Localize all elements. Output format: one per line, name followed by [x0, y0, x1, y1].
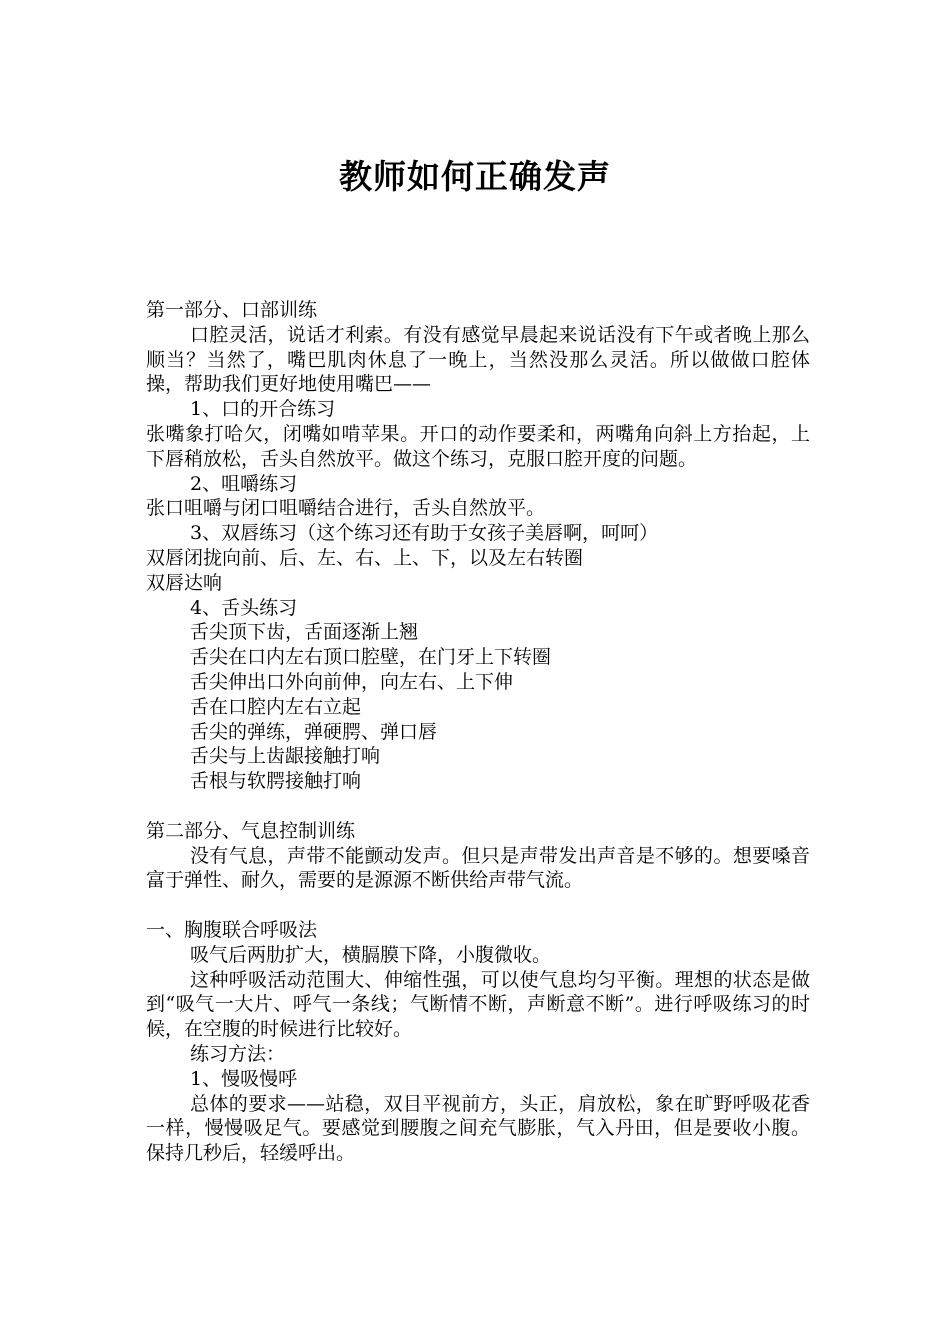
subheading-tongue: 4、舌头练习 — [190, 596, 298, 619]
section-heading-mouth-training: 第一部分、口部训练 — [146, 299, 318, 321]
paragraph-breathing-1: 吸气后两肋扩大，横膈膜下降，小腹微收。 — [190, 943, 552, 966]
tongue-exercise-item: 舌尖与上齿龈接触打响 — [190, 745, 381, 768]
paragraph-breath-intro: 没有气息，声带不能颤动发声。但只是声带发出声音是不够的。想要嗓音富于弹性、耐久，需要的是源源不断供给声带气流。 — [146, 844, 810, 892]
tongue-exercise-item: 舌尖伸出口外向前伸，向左右、上下伸 — [190, 670, 514, 693]
document-body — [146, 298, 810, 1166]
tongue-exercise-item: 舌在口腔内左右立起 — [190, 695, 362, 718]
tongue-exercise-item: 舌尖在口内左右顶口腔壁，在门牙上下转圈 — [190, 646, 552, 669]
blank-line — [146, 893, 810, 918]
tongue-exercise-item: 舌尖的弹练，弹硬腭、弹口唇 — [190, 720, 438, 743]
paragraph-slow-breathing: 总体的要求——站稳，双目平视前方，头正，肩放松，象在旷野呼吸花香一样，慢慢吸足气。要感觉到腰腹之间充气膨胀，气入丹田，但是要收小腹。保持几秒后，轻缓呼出。 — [146, 1092, 810, 1165]
subheading-slow-breathing: 1、慢吸慢呼 — [190, 1067, 298, 1090]
tongue-exercise-item: 舌尖顶下齿，舌面逐渐上翘 — [190, 621, 419, 644]
blank-line — [146, 794, 810, 819]
subheading-practice-method: 练习方法： — [190, 1042, 286, 1065]
paragraph-breathing-2: 这种呼吸活动范围大、伸缩性强，可以使气息均匀平衡。理想的状态是做到“吸气一大片、呼气一条线；气断情不断，声断意不断”。进行呼吸练习的时候，在空腹的时候进行比较好。 — [146, 968, 810, 1041]
document-title: 教师如何正确发声 — [339, 157, 611, 196]
paragraph-lips-1: 双唇闭拢向前、后、左、右、上、下，以及左右转圈 — [146, 546, 584, 569]
subheading-chewing: 2、咀嚼练习 — [190, 472, 298, 495]
paragraph-chewing: 张口咀嚼与闭口咀嚼结合进行，舌头自然放平。 — [146, 497, 546, 520]
paragraph-open-close: 张嘴象打哈欠，闭嘴如啃苹果。开口的动作要柔和，两嘴角向斜上方抬起，上下唇稍放松，舌头自然放平。做这个练习，克服口腔开度的问题。 — [146, 422, 810, 470]
paragraph-intro: 口腔灵活，说话才利索。有没有感觉早晨起来说话没有下午或者晚上那么顺当？当然了，嘴巴肌肉休息了一晚上，当然没那么灵活。所以做做口腔体操，帮助我们更好地使用嘴巴—— — [146, 323, 810, 396]
section-heading-breath-control: 第二部分、气息控制训练 — [146, 819, 356, 842]
tongue-exercise-item: 舌根与软腭接触打响 — [190, 770, 362, 793]
subheading-open-close: 1、口的开合练习 — [190, 398, 336, 421]
subheading-chest-abdominal-breathing: 一、胸腹联合呼吸法 — [146, 918, 318, 941]
paragraph-lips-2: 双唇达响 — [146, 571, 223, 594]
subheading-lips: 3、双唇练习（这个练习还有助于女孩子美唇啊，呵呵） — [190, 522, 659, 545]
